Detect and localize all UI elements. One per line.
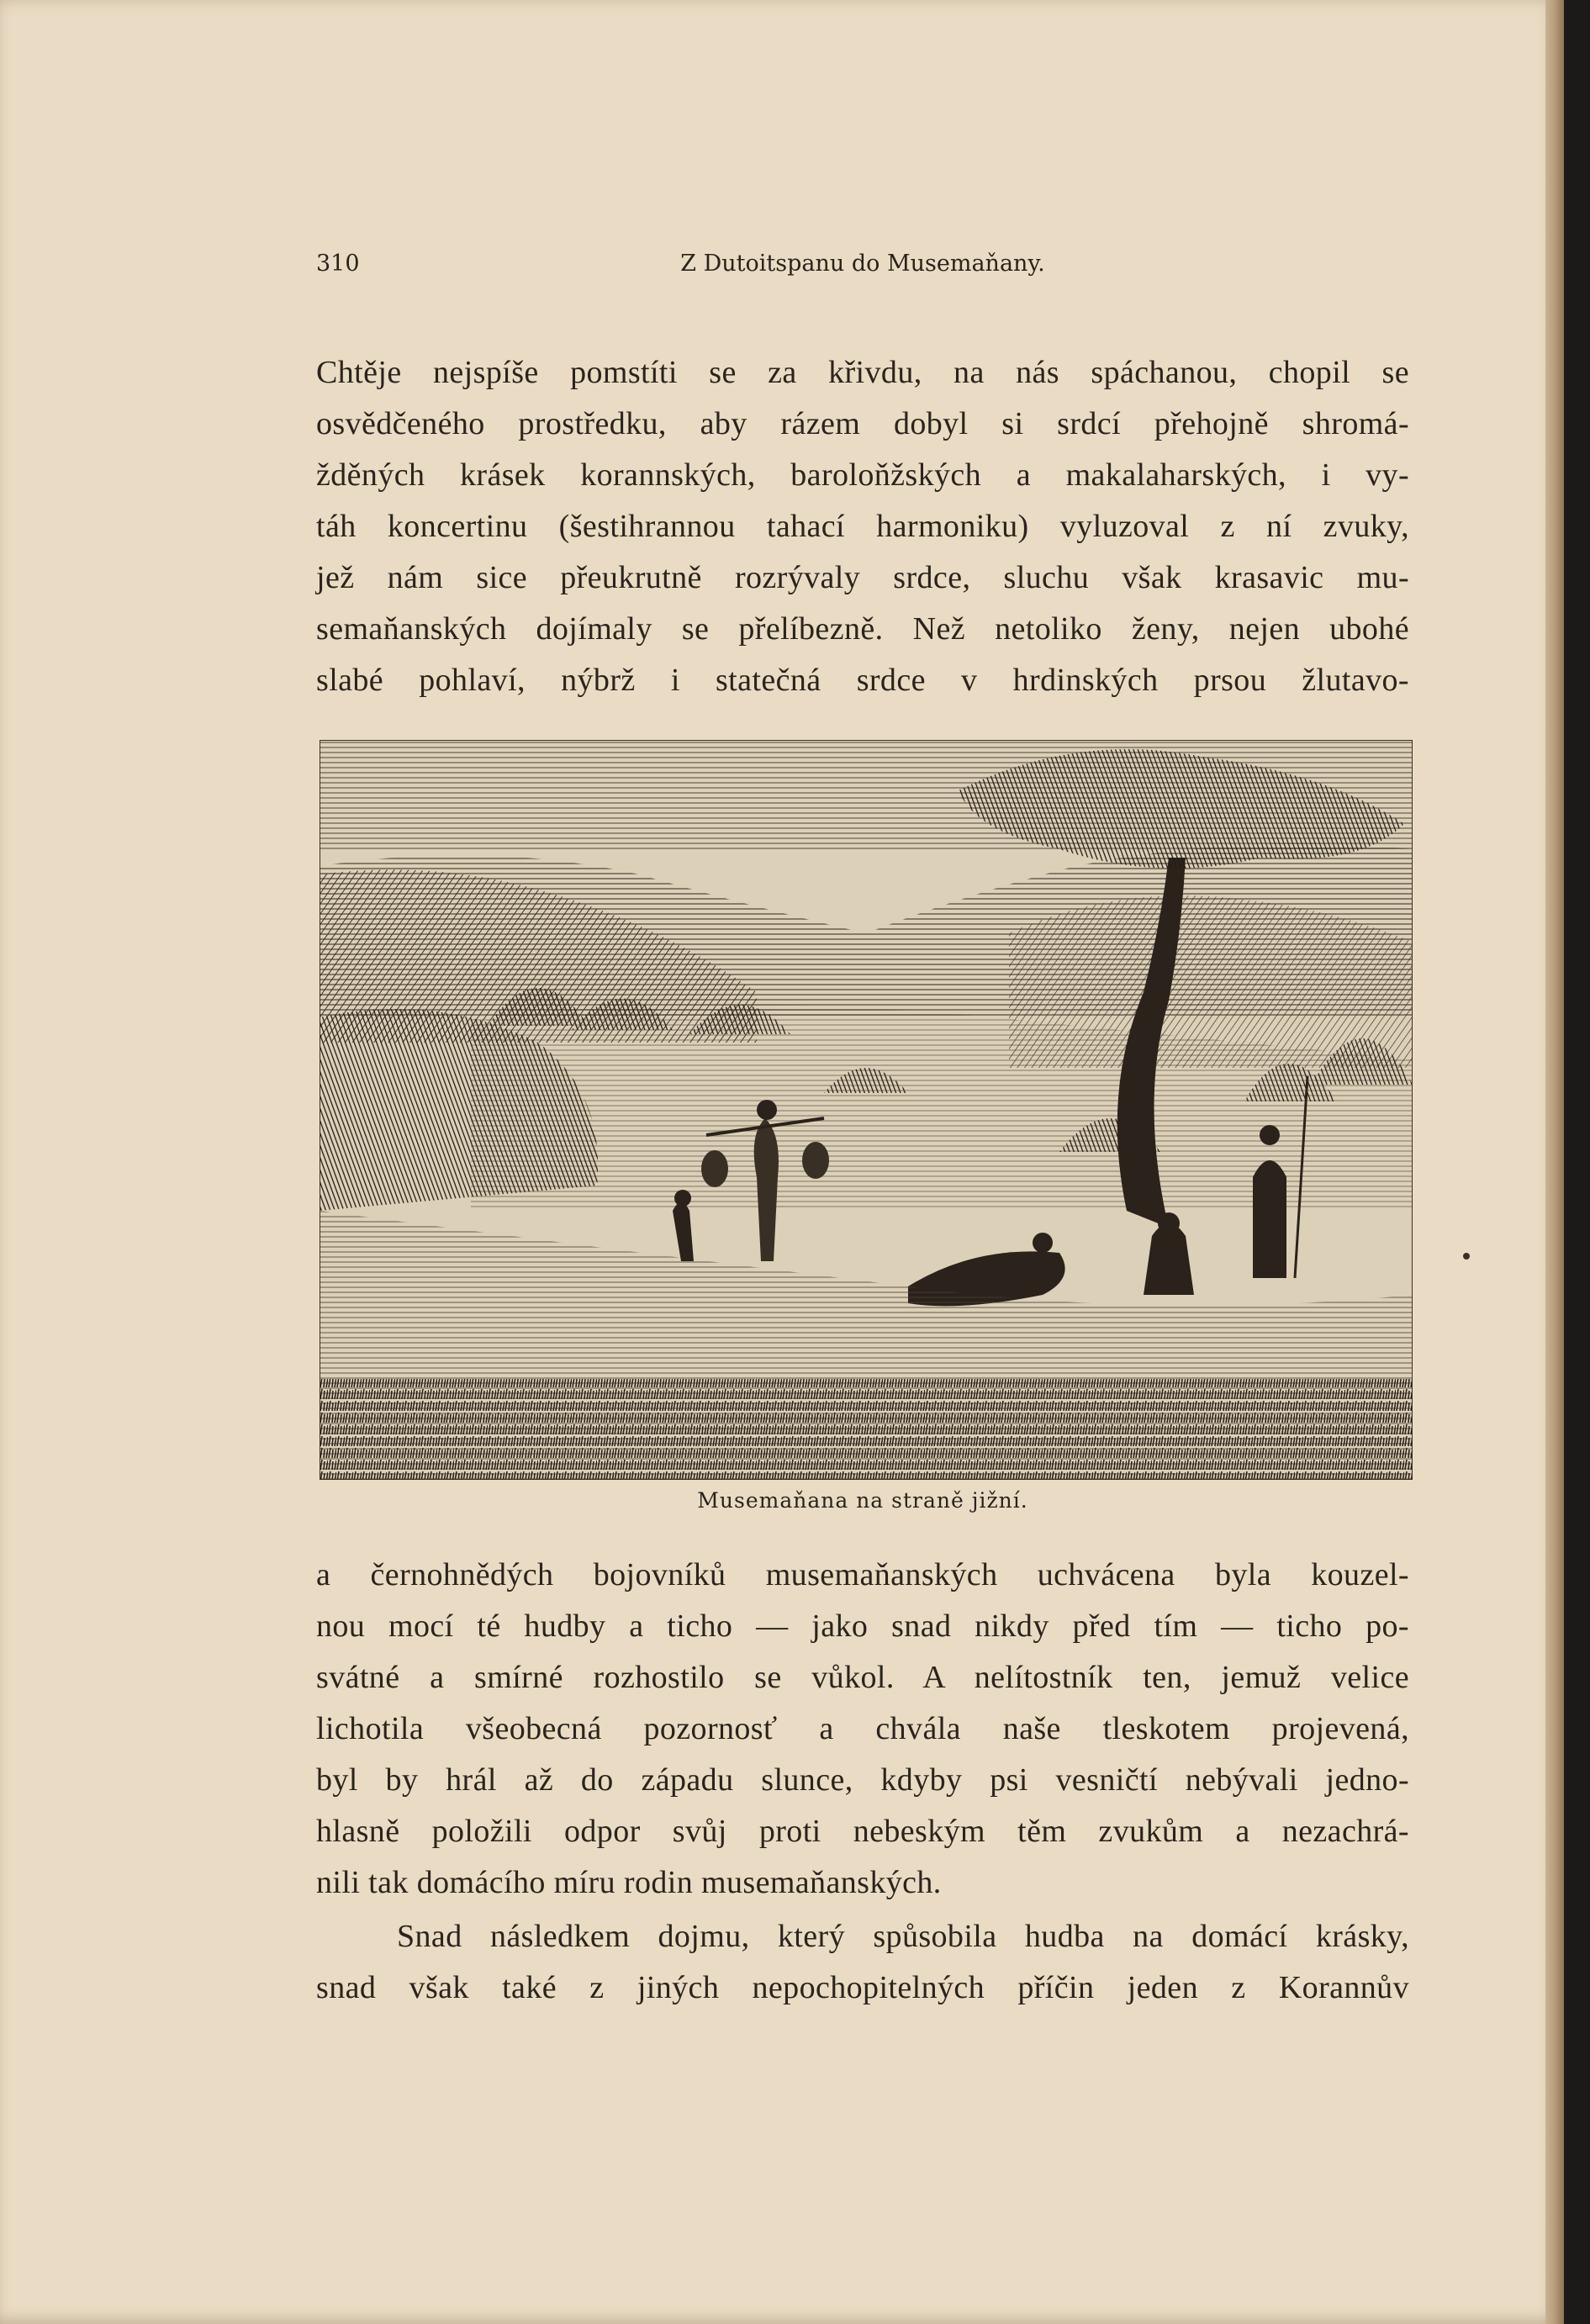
text-line: a černohnědých bojovníků musemaňanských uchvácena byla kouzel- bbox=[316, 1557, 1409, 1592]
illustration-caption: Musemaňana na straně jižní. bbox=[697, 1488, 1028, 1513]
paragraph-3 bbox=[316, 1911, 1409, 2014]
ink-speck bbox=[1463, 1253, 1470, 1260]
text-line: svátné a smírné rozhostilo se vůkol. A nelítostník ten, jemuž velice bbox=[316, 1660, 1409, 1695]
text-line: slabé pohlaví, nýbrž i statečná srdce v hrdinských prsou žlutavo- bbox=[316, 663, 1409, 698]
text-line: Chtěje nejspíše pomstíti se za křivdu, na nás spáchanou, chopil se bbox=[316, 355, 1409, 390]
text-line: lichotila všeobecná pozornosť a chvála naše tleskotem projevená, bbox=[316, 1711, 1409, 1746]
text-line: hlasně položili odpor svůj proti nebeským těm zvukům a nezachrá- bbox=[316, 1814, 1409, 1849]
running-head bbox=[316, 251, 1409, 284]
engraving-illustration bbox=[320, 740, 1413, 1480]
landscape-engraving bbox=[320, 740, 1413, 1480]
page-edge bbox=[1545, 0, 1564, 2324]
text-line: nou mocí té hudby a ticho — jako snad nikdy před tím — ticho po- bbox=[316, 1608, 1409, 1644]
paragraph-2 bbox=[316, 1550, 1409, 1909]
text-line: žděných krásek korannských, baroloňžských a makalaharských, i vy- bbox=[316, 457, 1409, 493]
text-line: byl by hrál až do západu slunce, kdyby psi vesničtí nebývali jedno- bbox=[316, 1762, 1409, 1798]
text-line: snad však také z jiných nepochopitelných příčin jeden z Korannův bbox=[316, 1970, 1409, 2005]
text-line: semaňanských dojímaly se přelíbezně. Než netoliko ženy, nejen ubohé bbox=[316, 611, 1409, 647]
text-line: Snad následkem dojmu, který spůsobila hudba na domácí krásky, bbox=[397, 1919, 1409, 1954]
grass-blades bbox=[320, 1379, 1413, 1480]
text-line: táh koncertinu (šestihrannou tahací harmoniku) vyluzoval z ní zvuky, bbox=[316, 509, 1409, 544]
standing-warrior-figure bbox=[1253, 1160, 1286, 1278]
text-line: nili tak domácího míru rodin musemaňanských. bbox=[316, 1865, 942, 1900]
running-title: Z Dutoitspanu do Musemaňany. bbox=[680, 251, 1045, 277]
paragraph-1 bbox=[316, 347, 1409, 706]
text-line: osvědčeného prostředku, aby rázem dobyl si srdcí přehojně shromá- bbox=[316, 406, 1409, 441]
text-line: jež nám sice přeukrutně rozrývaly srdce, sluchu však krasavic mu- bbox=[316, 560, 1409, 595]
page-number: 310 bbox=[316, 251, 360, 277]
